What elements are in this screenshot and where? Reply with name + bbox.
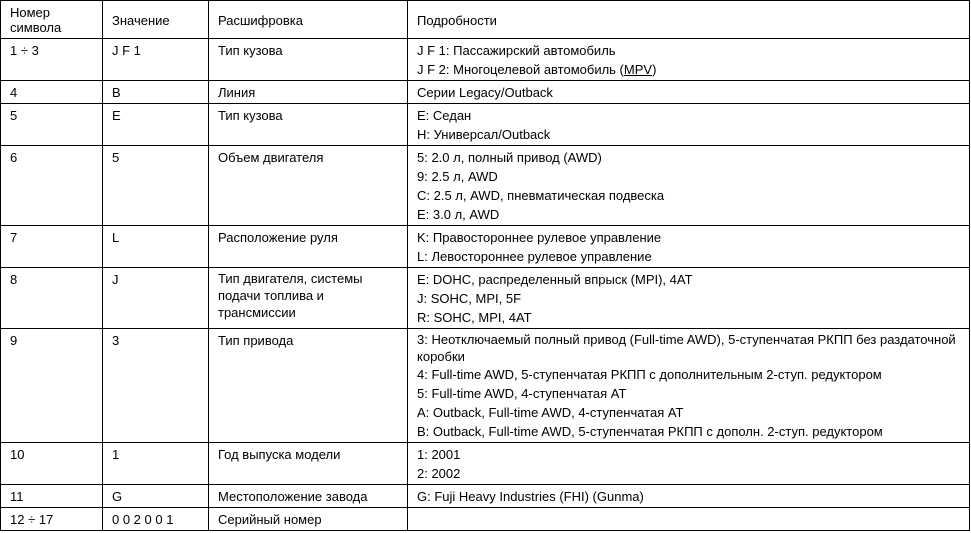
details-line: 9: 2.5 л, AWD xyxy=(417,169,498,184)
details-cell xyxy=(408,146,970,226)
details-line: C: 2.5 л, AWD, пневматическая подвеска xyxy=(417,188,665,203)
symbol-number-cell: 6 xyxy=(1,146,103,226)
table-row xyxy=(1,329,970,443)
details-line: L: Левостороннее рулевое управление xyxy=(417,249,652,264)
decoding-cell xyxy=(209,39,408,81)
table-body xyxy=(1,39,970,531)
table-row xyxy=(1,146,970,226)
mpv-abbreviation: MPV xyxy=(623,62,653,77)
details-line: 3: Неотключаемый полный привод (Full-time AWD), 5-ступенчатая РКПП без раздаточной коробки xyxy=(417,332,956,364)
details-cell xyxy=(408,226,970,268)
symbol-number-cell: 12 ÷ 17 xyxy=(1,508,103,531)
decoding-text: Расположение руля xyxy=(218,230,338,245)
details-line: B: Outback, Full-time AWD, 5-ступенчатая РКПП с дополн. 2-ступ. редуктором xyxy=(417,424,883,439)
value-cell: 0 0 2 0 0 1 xyxy=(103,508,209,531)
decoding-cell xyxy=(209,226,408,268)
decoding-text: Тип кузова xyxy=(218,108,283,123)
value-cell: 1 xyxy=(103,443,209,485)
table-row xyxy=(1,443,970,485)
table-row xyxy=(1,81,970,104)
decoding-text: Местоположение завода xyxy=(218,489,368,504)
decoding-cell xyxy=(209,443,408,485)
header-value: Значение xyxy=(103,1,209,39)
decoding-cell xyxy=(209,485,408,508)
header-details: Подробности xyxy=(408,1,970,39)
details-cell xyxy=(408,268,970,329)
table-row xyxy=(1,508,970,531)
details-line: 5: Full-time AWD, 4-ступенчатая AT xyxy=(417,386,627,401)
details-line: E: Седан xyxy=(417,108,472,123)
symbol-number-cell: 1 ÷ 3 xyxy=(1,39,103,81)
decoding-text: Год выпуска модели xyxy=(218,447,341,462)
decoding-text: Тип привода xyxy=(218,333,294,348)
value-cell: E xyxy=(103,104,209,146)
header-decoding: Расшифровка xyxy=(209,1,408,39)
table-row xyxy=(1,485,970,508)
details-line: 5: 2.0 л, полный привод (AWD) xyxy=(417,150,602,165)
value-cell: 5 xyxy=(103,146,209,226)
details-line: K: Правостороннее рулевое управление xyxy=(417,230,662,245)
decoding-cell xyxy=(209,329,408,443)
decoding-cell xyxy=(209,81,408,104)
value-cell: J xyxy=(103,268,209,329)
symbol-number-cell: 5 xyxy=(1,104,103,146)
symbol-number-cell: 10 xyxy=(1,443,103,485)
details-cell xyxy=(408,329,970,443)
value-cell: 3 xyxy=(103,329,209,443)
details-line: A: Outback, Full-time AWD, 4-ступенчатая AT xyxy=(417,405,684,420)
details-cell xyxy=(408,39,970,81)
details-cell xyxy=(408,81,970,104)
symbol-number-cell: 7 xyxy=(1,226,103,268)
header-symbol-number: Номер символа xyxy=(1,1,103,39)
symbol-number-cell: 9 xyxy=(1,329,103,443)
details-line: J: SOHC, MPI, 5F xyxy=(417,291,522,306)
decoding-cell xyxy=(209,104,408,146)
details-line: R: SOHC, MPI, 4AT xyxy=(417,310,532,325)
value-cell: G xyxy=(103,485,209,508)
decoding-text: Тип кузова xyxy=(218,43,283,58)
value-cell: B xyxy=(103,81,209,104)
decoding-text: Серийный номер xyxy=(218,512,322,527)
details-line: J F 1: Пассажирский автомобиль xyxy=(417,43,616,58)
value-cell: J F 1 xyxy=(103,39,209,81)
details-line: E: 3.0 л, AWD xyxy=(417,207,500,222)
table-row xyxy=(1,268,970,329)
decoding-cell xyxy=(209,146,408,226)
details-line: 4: Full-time AWD, 5-ступенчатая РКПП с дополнительным 2-ступ. редуктором xyxy=(417,367,882,382)
decoding-cell xyxy=(209,268,408,329)
symbol-number-cell: 4 xyxy=(1,81,103,104)
details-cell xyxy=(408,485,970,508)
table-row xyxy=(1,104,970,146)
value-cell: L xyxy=(103,226,209,268)
details-line: H: Универсал/Outback xyxy=(417,127,551,142)
table-row xyxy=(1,39,970,81)
details-cell xyxy=(408,104,970,146)
header-row xyxy=(1,1,970,39)
details-line: 2: 2002 xyxy=(417,466,461,481)
table-row xyxy=(1,226,970,268)
details-line: G: Fuji Heavy Industries (FHI) (Gunma) xyxy=(417,489,644,504)
table-header xyxy=(1,1,970,39)
details-cell xyxy=(408,508,970,531)
decoding-text: Объем двигателя xyxy=(218,150,324,165)
details-line: J F 2: Многоцелевой автомобиль (MPV) xyxy=(417,62,657,77)
symbol-number-cell: 8 xyxy=(1,268,103,329)
details-cell xyxy=(408,443,970,485)
details-line: 1: 2001 xyxy=(417,447,461,462)
details-line: E: DOHC, распределенный впрыск (MPI), 4AT xyxy=(417,272,693,287)
decoding-text: Линия xyxy=(218,85,256,100)
details-line: Серии Legacy/Outback xyxy=(417,85,553,100)
symbol-number-cell: 11 xyxy=(1,485,103,508)
decoding-cell xyxy=(209,508,408,531)
decoding-text: Тип двигателя, системы подачи топлива и трансмиссии xyxy=(218,271,363,320)
